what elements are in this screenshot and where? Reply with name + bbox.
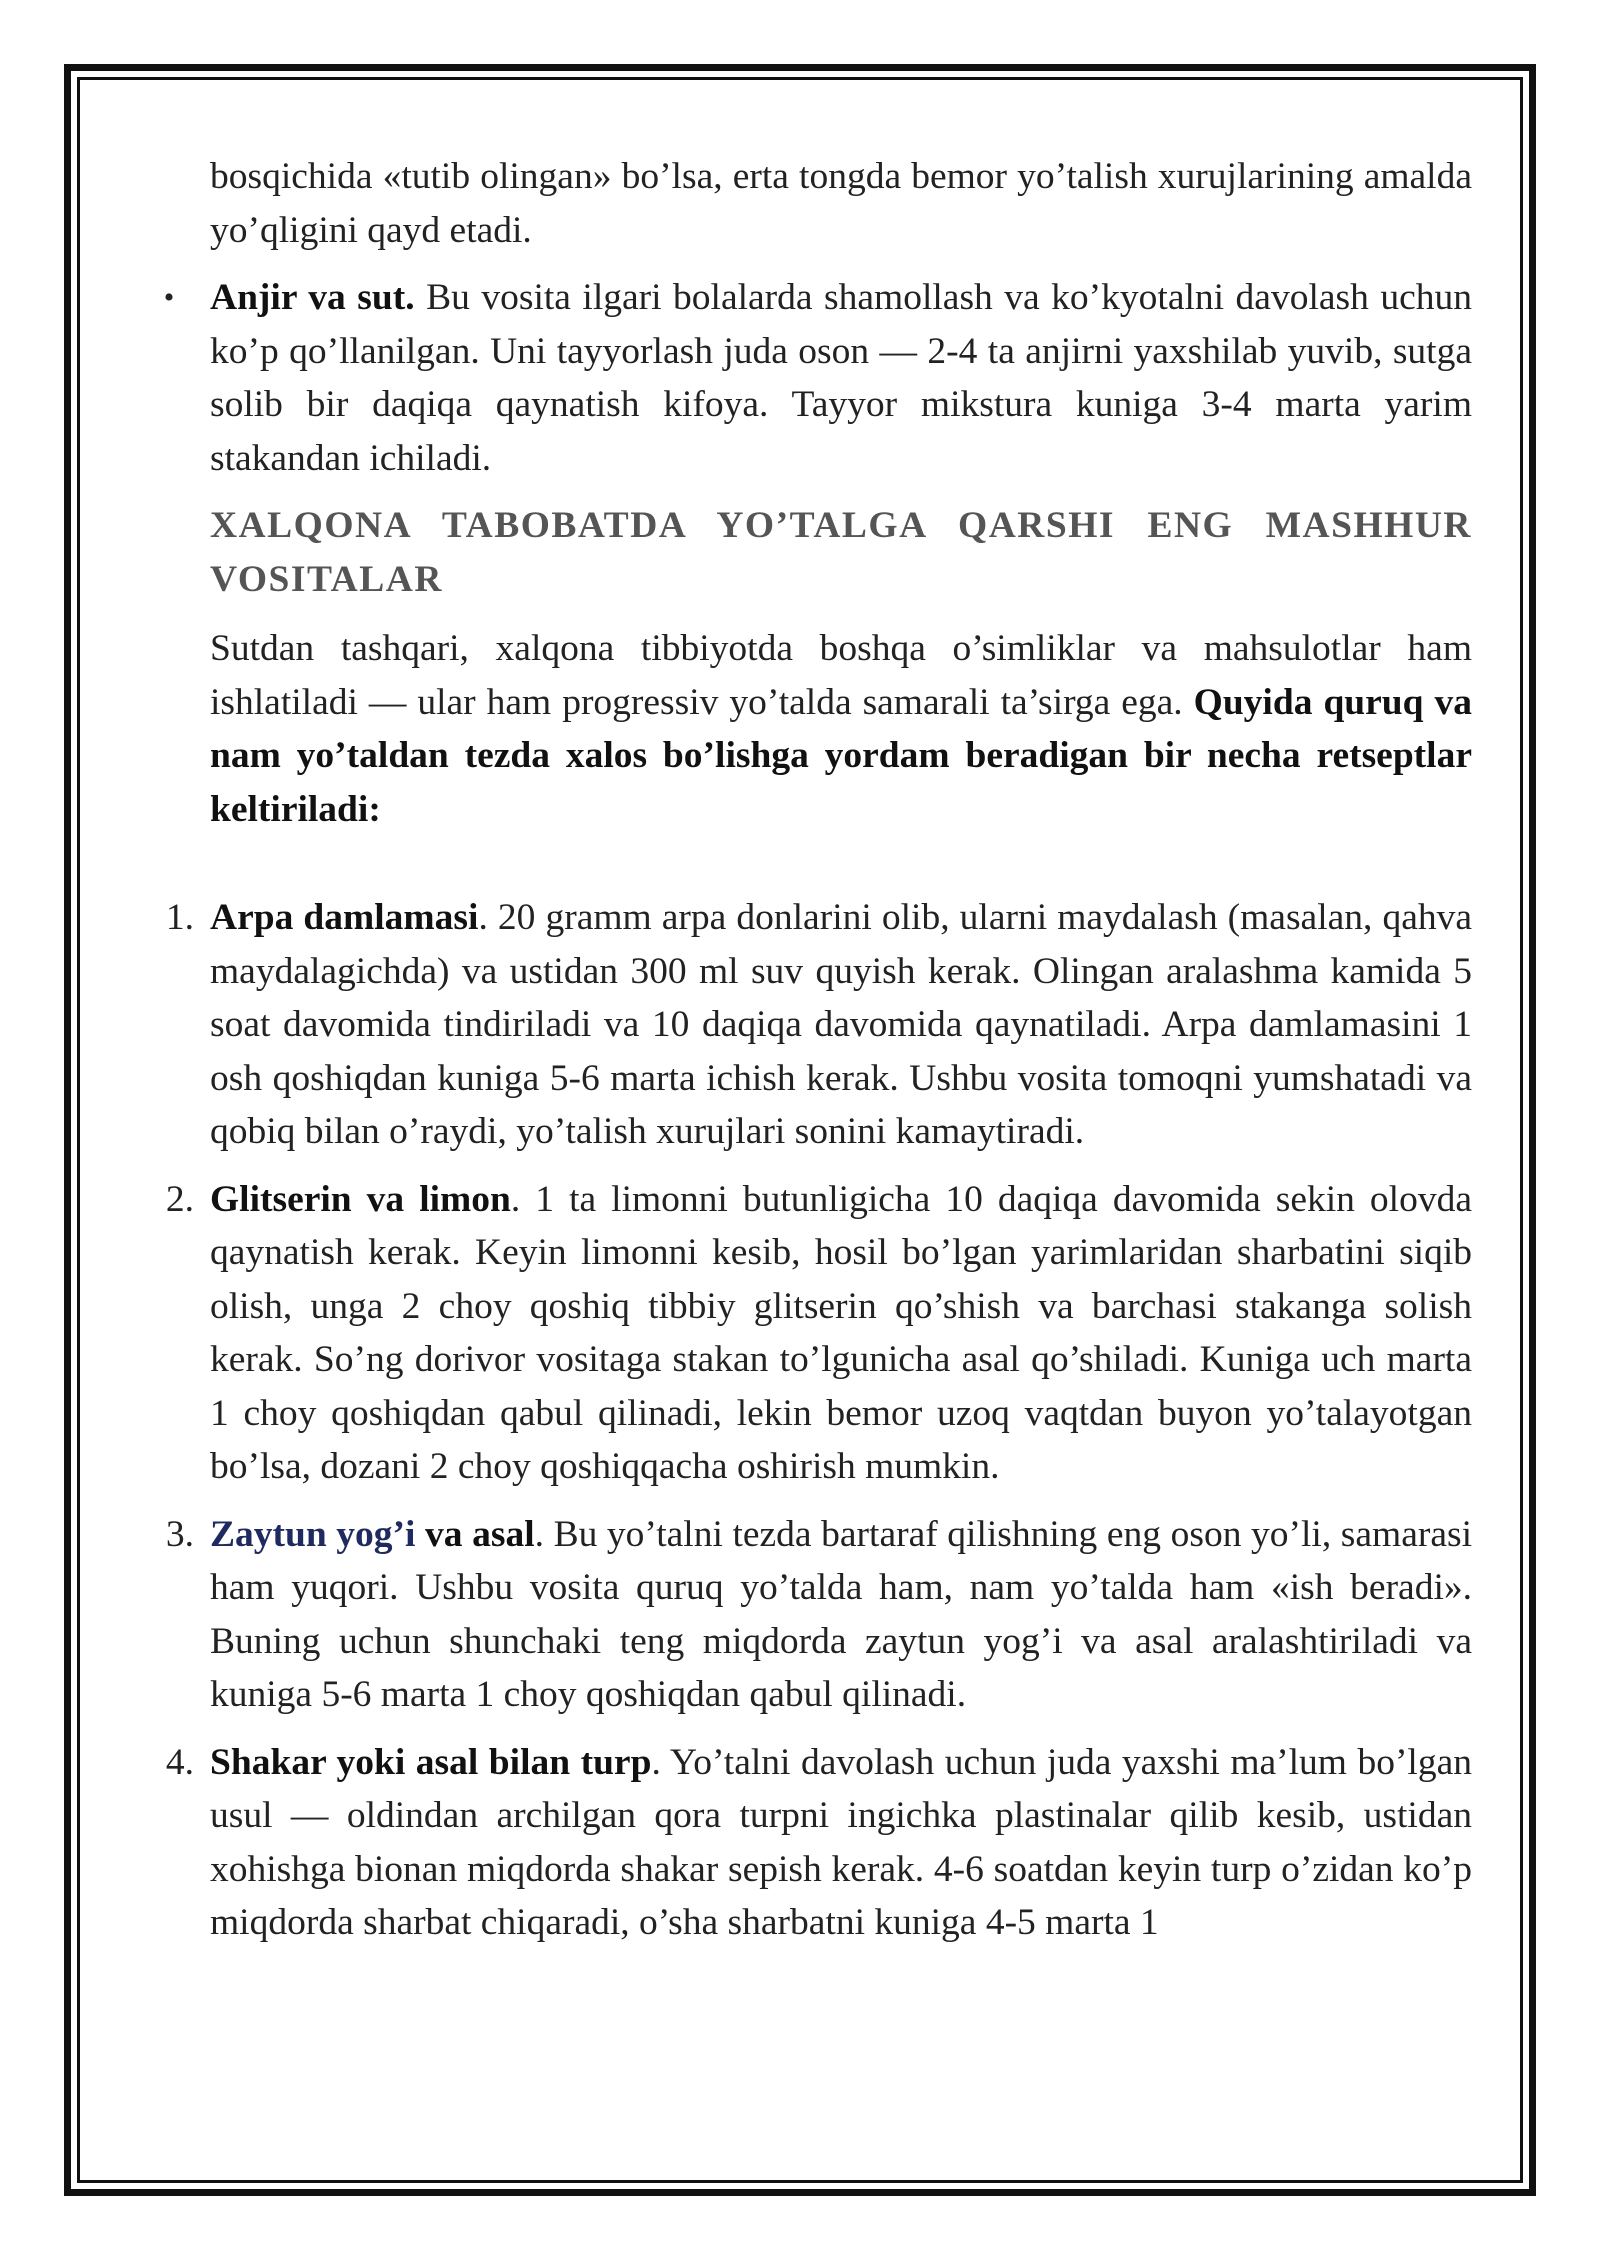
recipe-paragraph <box>210 1736 1472 1950</box>
recipe-title: Glitserin va limon <box>210 1178 511 1220</box>
recipe-paragraph <box>210 891 1472 1159</box>
list-number: 2. <box>165 1178 194 1220</box>
document-body <box>163 150 1473 1964</box>
continuation-paragraph: bosqichida «tutib olingan» bo’lsa, erta tongda bemor yo’talish xurujlarining amalda yo’qligini qayd etadi. <box>210 156 1472 251</box>
recipe-paragraph <box>210 1508 1472 1722</box>
bullet-paragraph <box>210 271 1472 485</box>
recipe-text: . Yo’talni davolash uchun juda yaxshi ma’lum bo’lgan usul — oldindan archilgan qora turpni ingichka plastinalar qilib kesib, ustidan xohishga bionan miqdorda shakar sepish kerak. 4-6 soatdan keyin turp o’zidan ko’p miqdorda sharbat chiqaradi, o’sha sharbatni kuniga 4-5 marta 1 <box>210 1741 1472 1943</box>
bullet-marker: • <box>163 281 175 314</box>
list-number: 1. <box>165 897 194 938</box>
recipe-text: . 1 ta limonni butunligicha 10 daqiqa davomida sekin olovda qaynatish kerak. Keyin limonni kesib, hosil bo’lgan yarimlaridan sharbatini siqib olish, unga 2 choy qoshiq tibbiy glitserin qo’shish va barchasi stakanga solish kerak. So’ng dorivor vositaga stakan to’lgunicha asal qo’shiladi. Kuniga uch marta 1 choy qoshiqdan qabul qilinadi, lekin bemor uzoq vaqtdan buyon yo’talayotgan bo’lsa, dozani 2 choy qoshiqqacha oshirish mumkin. <box>210 1178 1472 1487</box>
section-heading: XALQONA TABOBATDA YO’TALGA QARSHI ENG MASHHUR VOSITALAR <box>210 505 1472 600</box>
list-number: 3. <box>165 1513 194 1555</box>
recipe-item-3 <box>165 1508 1472 1722</box>
recipe-title: Arpa damlamasi <box>210 897 479 938</box>
recipe-item-1 <box>165 891 1473 1159</box>
bullet-text: Bu vosita ilgari bolalarda shamollash va ko’kyotalni davolash uchun ko’p qo’llanilgan. Uni tayyorlash juda oson — 2-4 ta anjirni yaxshilab yuvib, sutga solib bir daqiqa qaynatish kifoya. Tayyor mikstura kuniga 3-4 marta yarim stakandan ichiladi. <box>210 277 1472 479</box>
recipe-paragraph <box>210 1173 1472 1494</box>
recipe-title-rest: va asal <box>415 1513 535 1555</box>
intro-text: Sutdan tashqari, xalqona tibbiyotda boshqa o’simliklar va mahsulotlar ham ishlatiladi — ular ham progressiv yo’talda samarali ta’sirga ega. <box>210 628 1472 723</box>
list-number: 4. <box>165 1741 194 1783</box>
recipe-item-2 <box>165 1173 1472 1494</box>
intro-bold: Quyida quruq va nam yo’taldan tezda xalos bo’lishga yordam beradigan bir necha retseptlar keltiriladi: <box>210 681 1472 830</box>
recipe-item-4 <box>165 1736 1472 1950</box>
recipe-text: . 20 gramm arpa donlarini olib, ularni maydalash (masalan, qahva maydalagichda) va ustidan 300 ml suv quyish kerak. Olingan aralashma kamida 5 soat davomida tindiriladi va 10 daqiqa davomida qaynatiladi. Arpa damlamasini 1 osh qoshiqdan kuniga 5-6 marta ichish kerak. Ushbu vosita tomoqni yumshatadi va qobiq bilan o’raydi, yo’talish xurujlari sonini kamaytiradi. <box>210 897 1473 1152</box>
intro-paragraph <box>210 622 1472 836</box>
zaytun-yogi-link[interactable]: Zaytun yog’i <box>210 1513 416 1555</box>
bullet-title: Anjir va sut. <box>210 277 415 318</box>
recipe-text: . Bu yo’talni tezda bartaraf qilishning eng oson yo’li, samarasi ham yuqori. Ushbu vosita quruq yo’talda ham, nam yo’talda ham «ish beradi». Buning uchun shunchaki teng miqdorda zaytun yog’i va asal aralashtiriladi va kuniga 5-6 marta 1 choy qoshiqdan qabul qilinadi. <box>210 1513 1472 1715</box>
recipe-title: Shakar yoki asal bilan turp <box>210 1741 652 1783</box>
bullet-item-anjir <box>163 271 1472 485</box>
